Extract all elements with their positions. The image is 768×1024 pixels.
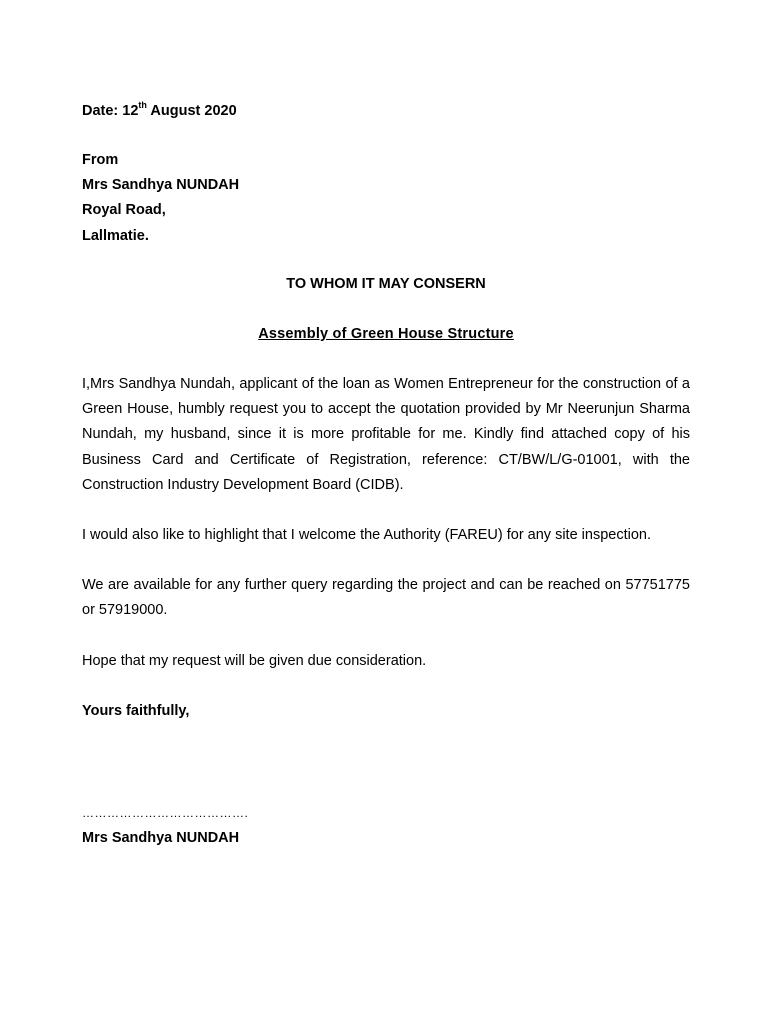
letter-date <box>82 101 237 119</box>
body-paragraph-1: I,Mrs Sandhya Nundah, applicant of the loan as Women Entrepreneur for the construction of a Green House, humbly request you to accept the quotation provided by Mr Neerunjun Sharma Nundah, my husband, since it is more profitable for me. Kindly find attached copy of his Business Card and Certificate of Registration, reference: CT/BW/L/G-01001, with the Construction Industry Development Board (CIDB). <box>82 376 690 493</box>
subject-text: Assembly of Green House Structure <box>258 326 514 342</box>
date-month-year: August 2020 <box>146 102 237 119</box>
from-label: From <box>82 152 119 168</box>
salutation: TO WHOM IT MAY CONSERN <box>286 276 486 292</box>
sender-address-line-1: Royal Road, <box>82 202 166 218</box>
sender-address-line-2: Lallmatie. <box>82 228 149 244</box>
body-paragraph-3: We are available for any further query regarding the project and can be reached on 57751775 or 57919000. <box>82 577 690 619</box>
body-paragraph-4: Hope that my request will be given due consideration. <box>82 653 427 669</box>
body-paragraph-2: I would also like to highlight that I welcome the Authority (FAREU) for any site inspection. <box>82 527 651 543</box>
date-ordinal-suffix: th <box>138 100 147 110</box>
signature-name: Mrs Sandhya NUNDAH <box>82 830 240 846</box>
sender-name: Mrs Sandhya NUNDAH <box>82 177 240 193</box>
date-day: Date: 12 <box>82 102 139 119</box>
subject-line <box>82 326 690 342</box>
letter-page <box>82 0 690 1024</box>
closing: Yours faithfully, <box>82 703 190 719</box>
signature-line: …………………………………. <box>82 806 249 820</box>
